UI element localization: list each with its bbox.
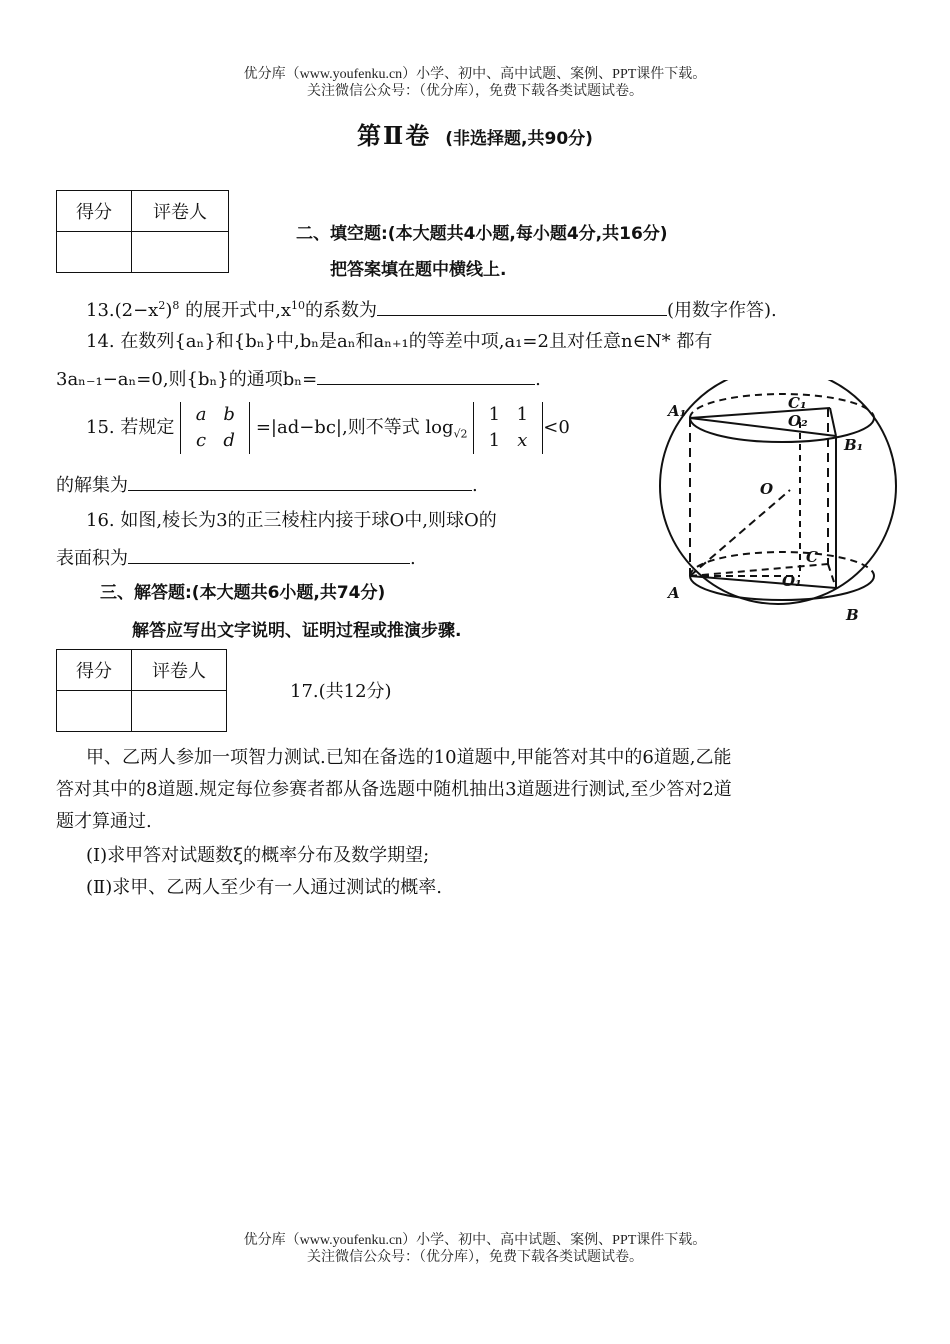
score-label: 得分 [57, 650, 132, 691]
q16-line2-end: . [410, 548, 416, 569]
question-16-line1: 16. 如图,棱长为3的正三棱柱内接于球O中,则球O的 [86, 510, 497, 531]
grader-label: 评卷人 [132, 650, 227, 691]
q15-m2-3: 1 [488, 430, 501, 451]
title-main: 第Ⅱ卷 [357, 121, 432, 150]
question-17-label: 17.(共12分) [290, 681, 392, 702]
q13-exp8: 8 [172, 299, 180, 312]
question-15-line2 [56, 472, 478, 498]
q15-line2-text: 的解集为 [56, 475, 128, 496]
q15-m1-d: d [223, 430, 235, 451]
edge-a1c1 [690, 408, 830, 418]
footer-line-1: 优分库（www.youfenku.cn）小学、初中、高中试题、案例、PPT课件下载。 [243, 1233, 707, 1248]
edge-ab [690, 576, 836, 588]
q15-answer-blank[interactable] [128, 472, 472, 491]
q17-part-1: (Ⅰ)求甲答对试题数ξ的概率分布及数学期望; [86, 845, 430, 866]
score-cell [57, 232, 132, 273]
label-b: B [846, 606, 859, 624]
label-o1: O₁ [782, 572, 802, 590]
q15-prefix: 15. 若规定 [86, 417, 175, 438]
edge-cb [828, 564, 836, 588]
question-14-line1: 14. 在数列{aₙ}和{bₙ}中,bₙ是aₙ和aₙ₊₁的等差中项,a₁=2且对任意n∈N* 都有 [86, 331, 713, 352]
label-c1: C₁ [788, 394, 807, 412]
footer-banner [0, 1232, 950, 1266]
q17-para-line3: 题才算通过. [56, 811, 152, 832]
q13-text2: 的系数为 [304, 300, 377, 321]
header-line-2: 关注微信公众号：（优分库），免费下载各类试题试卷。 [307, 84, 643, 99]
section3-heading: 三、解答题:(本大题共6小题,共74分) [100, 583, 386, 603]
q14-answer-blank[interactable] [317, 366, 535, 385]
q17-para-line2: 答对其中的8道题.规定每位参赛者都从备选题中随机抽出3道题进行测试,至少答对2道 [56, 779, 732, 800]
score-cell [57, 691, 132, 732]
section2-instruction: 把答案填在题中横线上. [330, 260, 507, 280]
q15-mid: =|ad−bc|,则不等式 log [255, 417, 454, 438]
header-line-1: 优分库（www.youfenku.cn）小学、初中、高中试题、案例、PPT课件下载。 [243, 67, 707, 82]
q15-m2-2: 1 [516, 404, 529, 425]
label-a1: A₁ [668, 402, 687, 420]
q13-text: 的展开式中,x [185, 300, 291, 321]
title-sub: (非选择题,共90分) [445, 129, 593, 149]
label-o: O [760, 480, 774, 498]
section2-heading: 二、填空题:(本大题共4小题,每小题4分,共16分) [296, 224, 668, 244]
q13-answer-blank[interactable] [377, 297, 667, 316]
question-16-line2 [56, 545, 416, 571]
q14-line2-end: . [535, 369, 541, 390]
q13-suffix: (用数字作答). [666, 300, 777, 321]
header-banner [0, 66, 950, 100]
segment-ao [690, 490, 790, 576]
q14-line2-text: 3aₙ₋₁−aₙ=0,则{bₙ}的通项bₙ= [56, 369, 318, 390]
q17-para-line1: 甲、乙两人参加一项智力测试.已知在备选的10道题中,甲能答对其中的6道题,乙能 [86, 747, 732, 768]
question-14-line2 [56, 366, 541, 392]
score-box-1 [56, 190, 229, 273]
q15-line2-end: . [472, 475, 478, 496]
q13-prefix: 13.(2−x [86, 300, 159, 321]
paper-title [0, 116, 950, 151]
q16-answer-blank[interactable] [128, 545, 410, 564]
q15-m2-4: x [517, 430, 528, 451]
grader-cell [132, 691, 227, 732]
top-ellipse-back [690, 394, 874, 418]
q13-exp10: 10 [290, 299, 305, 312]
q15-determinant-abcd [180, 402, 250, 454]
label-a: A [668, 584, 680, 602]
question-15-line1 [86, 402, 570, 454]
q15-m1-a: a [195, 404, 207, 425]
q13-exp2: 2 [158, 299, 166, 312]
label-c: C [806, 548, 818, 566]
sphere-prism-figure [650, 380, 910, 630]
grader-label: 评卷人 [132, 191, 229, 232]
question-13 [86, 294, 777, 323]
score-label: 得分 [57, 191, 132, 232]
label-o2: O₂ [788, 412, 808, 430]
footer-line-2: 关注微信公众号：（优分库），免费下载各类试题试卷。 [307, 1250, 643, 1265]
label-b1: B₁ [844, 436, 864, 454]
q15-log-base: √2 [453, 427, 468, 441]
q15-m2-1: 1 [488, 404, 501, 425]
edge-c1b1 [830, 408, 836, 436]
q16-line2-text: 表面积为 [56, 548, 128, 569]
q15-m1-c: c [196, 430, 207, 451]
score-box-2 [56, 649, 227, 732]
grader-cell [132, 232, 229, 273]
q13-mid: ) [165, 300, 173, 321]
q15-suffix: <0 [543, 417, 570, 438]
q15-m1-b: b [223, 404, 235, 425]
q15-determinant-11-1x [473, 402, 543, 454]
q17-part-2: (Ⅱ)求甲、乙两人至少有一人通过测试的概率. [86, 877, 442, 898]
section3-instruction: 解答应写出文字说明、证明过程或推演步骤. [132, 621, 462, 641]
